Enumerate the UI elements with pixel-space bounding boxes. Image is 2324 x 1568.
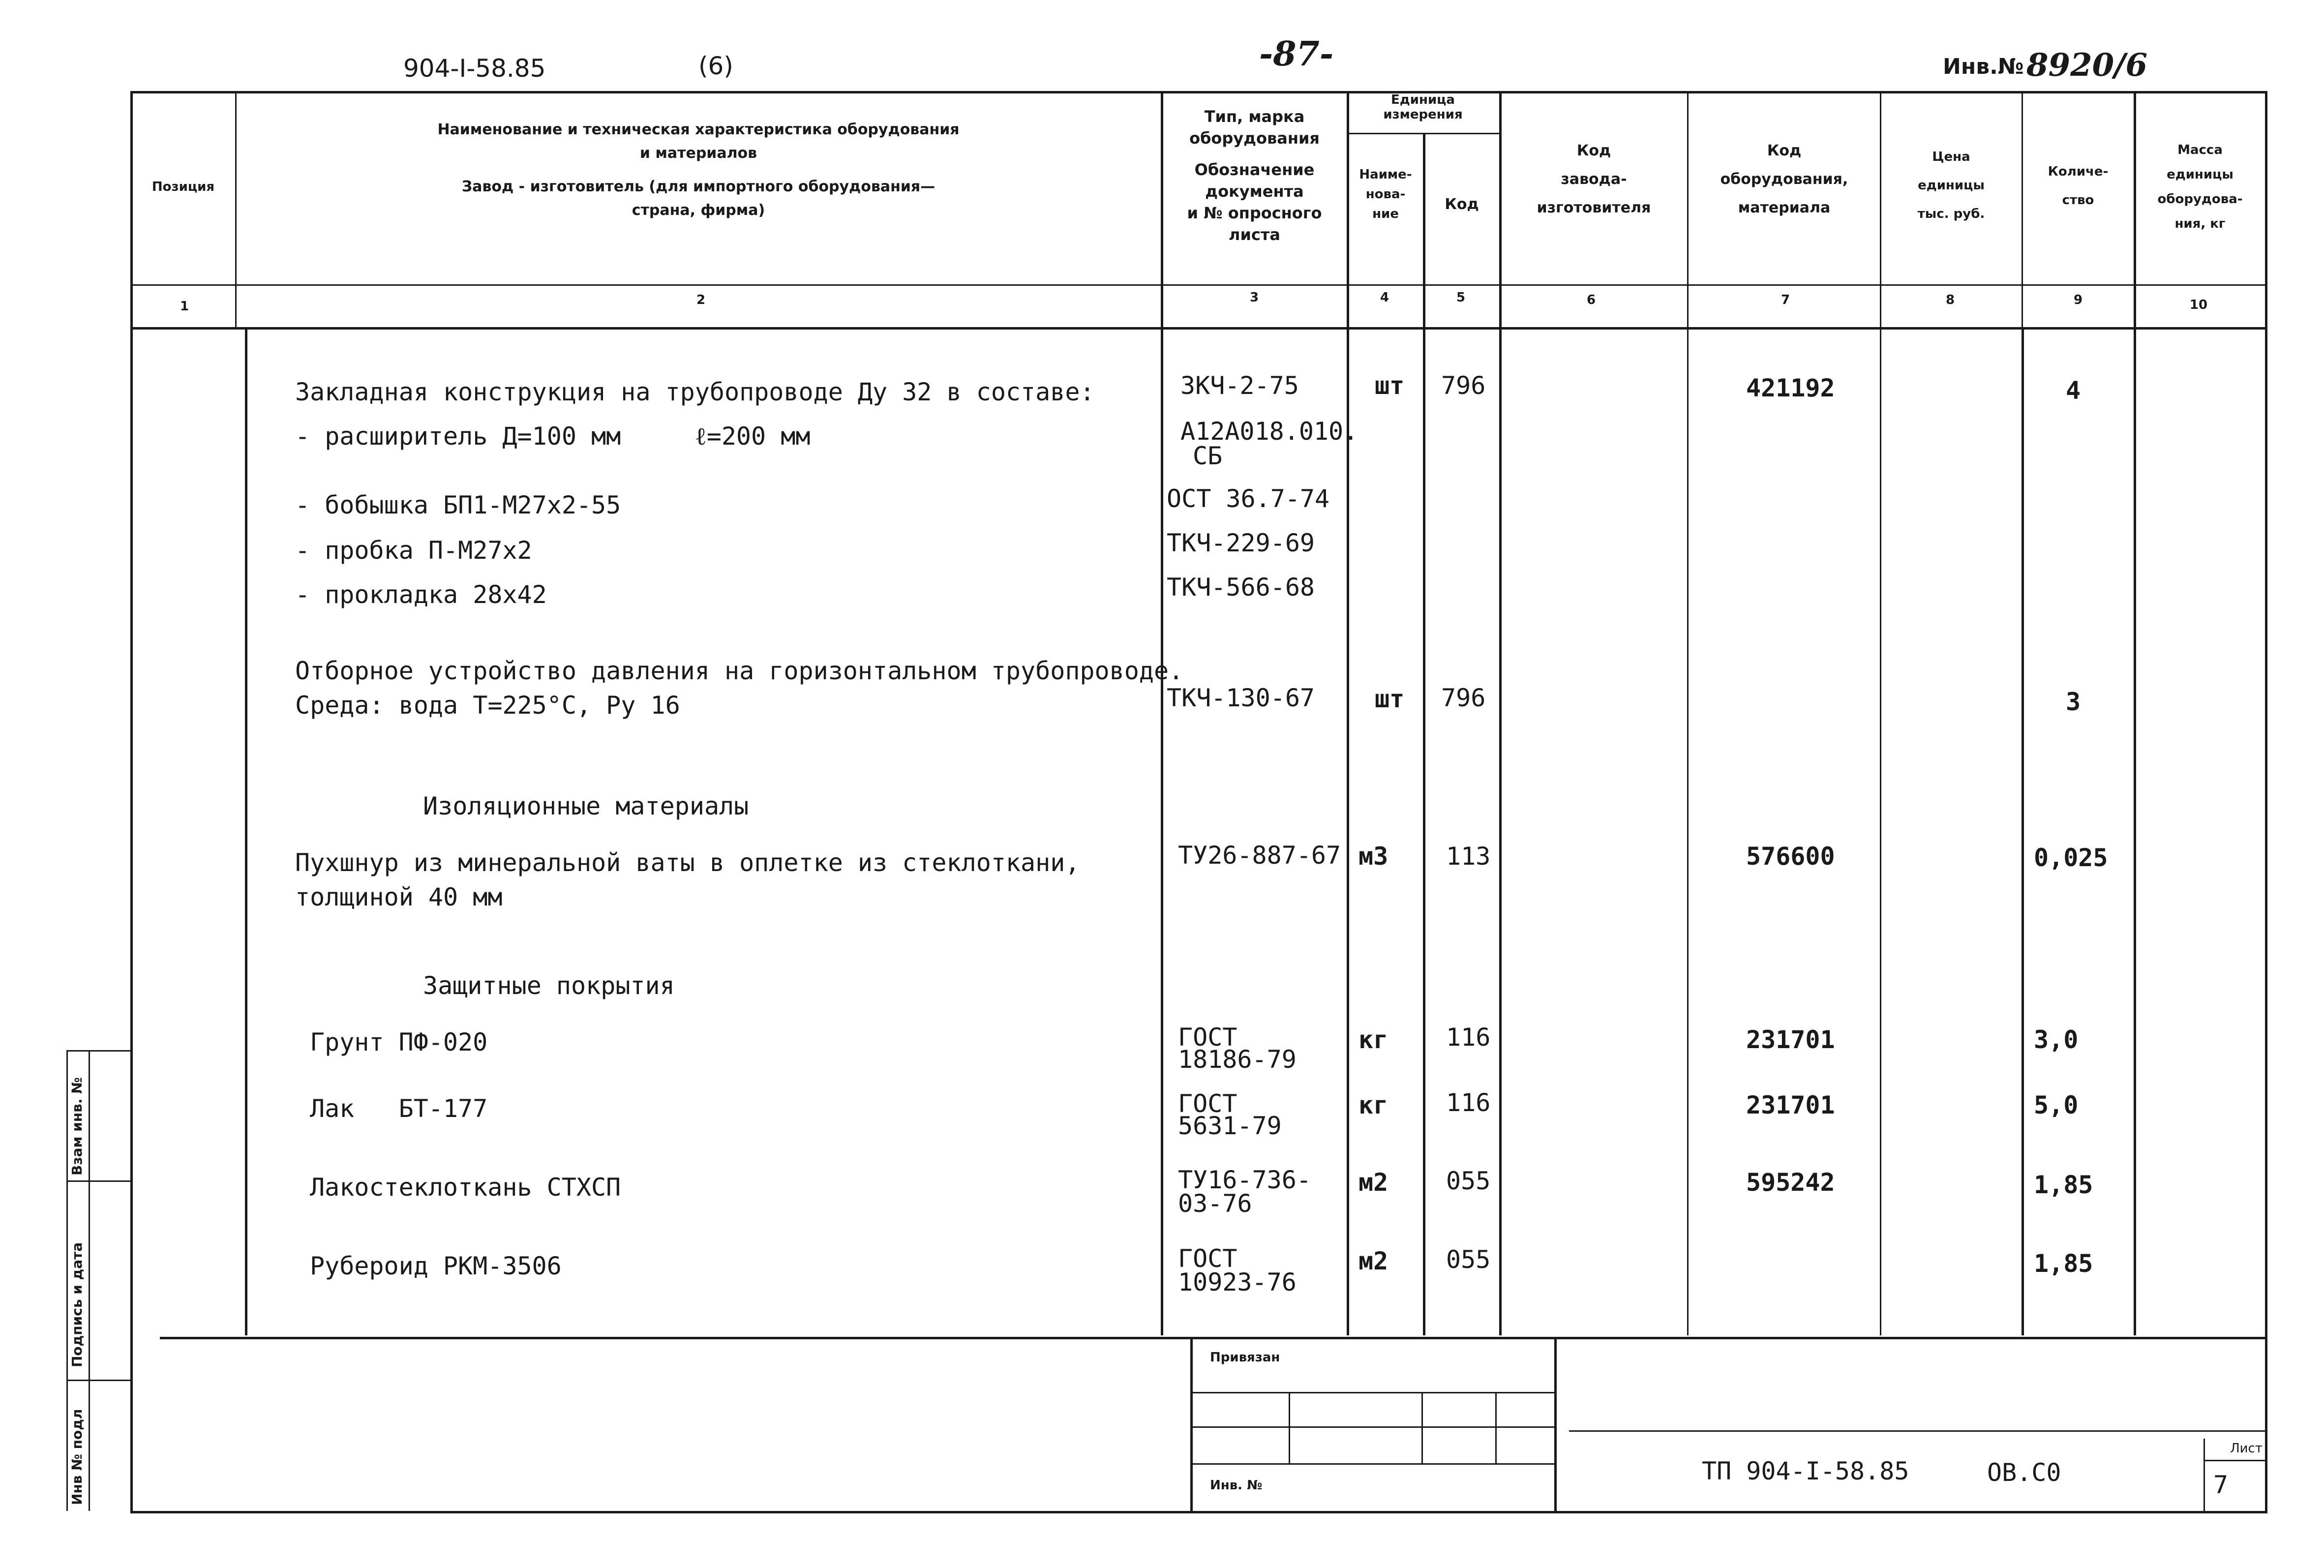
row2-type-b: СБ <box>1193 442 1223 470</box>
row7-unit: м3 <box>1358 842 1388 871</box>
col-divider <box>2022 91 2023 327</box>
row11-code: 055 <box>1446 1245 1491 1274</box>
row10-qty: 1,85 <box>2034 1171 2093 1199</box>
section-coatings: Защитные покрытия <box>423 971 675 1000</box>
column-number: 7 <box>1781 293 1790 307</box>
row10-unit: м2 <box>1358 1168 1388 1197</box>
row10-type-a: ТУ16-736- <box>1178 1166 1311 1194</box>
row11-qty: 1,85 <box>2034 1249 2093 1278</box>
row8-equip: 231701 <box>1746 1025 1835 1054</box>
column-number: 8 <box>1945 293 1955 307</box>
attached-grid <box>1495 1392 1497 1463</box>
row6-qty: 3 <box>2066 688 2081 716</box>
column-number: 2 <box>696 293 706 307</box>
column-number: 3 <box>1249 290 1259 305</box>
attached-grid <box>1190 1392 1554 1393</box>
side-replaced-inv: Взам инв. № <box>69 1077 85 1176</box>
row7-name-b: толщиной 40 мм <box>295 883 503 911</box>
col-divider <box>1880 91 1881 327</box>
page-mark: -87- <box>1259 34 1334 74</box>
side-stamp-border <box>66 1050 68 1511</box>
header-mass: Масса единицы оборудова- ния, кг <box>2157 143 2243 231</box>
row6-type: ТКЧ-130-67 <box>1167 684 1315 712</box>
row9-qty: 5,0 <box>2034 1091 2079 1119</box>
row6-name-a: Отборное устройство давления на горизонтальном трубопроводе. <box>295 657 1184 685</box>
row8-type-b: 18186-79 <box>1178 1045 1297 1074</box>
side-stamp-border <box>66 1180 130 1182</box>
frame-top <box>130 91 2267 93</box>
row10-equip: 595242 <box>1746 1168 1835 1197</box>
column-number: 5 <box>1456 290 1466 305</box>
attached-grid <box>1190 1463 1554 1465</box>
side-stamp-border <box>89 1050 90 1511</box>
header-unit: Единица измерения <box>1383 92 1463 122</box>
row4-name: - пробка П-М27х2 <box>295 536 532 565</box>
name-col-left <box>245 327 247 1335</box>
column-number: 9 <box>2073 293 2083 307</box>
section-code: ОВ.С0 <box>1987 1458 2061 1487</box>
row5-type: ТКЧ-566-68 <box>1167 573 1315 602</box>
frame-bottom <box>130 1511 2267 1513</box>
row7-qty: 0,025 <box>2034 844 2108 872</box>
attached-grid <box>1190 1426 1554 1428</box>
col-divider <box>1423 133 1425 1335</box>
row6-code: 796 <box>1441 684 1486 712</box>
side-inv-original: Инв № подл <box>69 1409 85 1505</box>
doc-code: 904-I-58.85 <box>403 54 546 83</box>
row10-type-b: 03-76 <box>1178 1189 1252 1218</box>
mass-col-left <box>2134 327 2136 1335</box>
col-divider <box>1347 91 1349 1335</box>
sheet-box <box>2203 1460 2265 1461</box>
column-number: 6 <box>1586 293 1596 307</box>
header-bottom <box>130 284 2267 286</box>
frame-right <box>2265 91 2267 1512</box>
header-quantity: Количе- ство <box>2048 164 2109 208</box>
row11-name: Рубероид РКМ-3506 <box>310 1252 562 1280</box>
title-block-line <box>1569 1430 2265 1432</box>
row9-code: 116 <box>1446 1088 1491 1117</box>
row9-type-b: 5631-79 <box>1178 1112 1282 1140</box>
row8-unit: кг <box>1358 1025 1388 1054</box>
row11-type-b: 10923-76 <box>1178 1268 1297 1297</box>
header-unit-code: Код <box>1445 196 1479 213</box>
row10-code: 055 <box>1446 1167 1491 1195</box>
header-manufacturer-code: Код завода- изготовителя <box>1537 142 1651 216</box>
row7-type: ТУ26-887-67 <box>1178 841 1341 870</box>
price-col-left <box>1880 327 1881 1335</box>
col-divider <box>1161 91 1163 1335</box>
row1-equip: 421192 <box>1746 374 1835 402</box>
qty-col-left <box>2022 327 2024 1335</box>
inv-no-label: Инв. № <box>1210 1478 1263 1493</box>
row3-name: - бобышка БП1-М27х2-55 <box>295 491 621 519</box>
attached-grid <box>1289 1392 1290 1463</box>
inv-number: 8920/6 <box>2026 47 2148 84</box>
body-bottom <box>160 1337 2265 1339</box>
column-number-bottom <box>130 327 2267 330</box>
column-number: 10 <box>2189 298 2208 312</box>
header-type: Тип, марка оборудования Обозначение документа и № опросного листа <box>1187 107 1322 244</box>
column-number: 1 <box>180 299 189 314</box>
footer-divider <box>1190 1337 1193 1511</box>
row9-name: Лак БТ-177 <box>310 1094 488 1123</box>
side-signature-date: Подпись и дата <box>69 1242 85 1367</box>
col-divider <box>1499 91 1502 1335</box>
side-stamp-border <box>66 1380 130 1381</box>
row5-name: - прокладка 28х42 <box>295 580 547 609</box>
attached-grid <box>1421 1392 1423 1463</box>
side-stamp-border <box>66 1050 130 1052</box>
row11-type-a: ГОСТ <box>1178 1244 1237 1273</box>
row6-unit: шт <box>1375 685 1405 713</box>
row2-type-a: А12А018.010. <box>1180 417 1358 446</box>
edition: (6) <box>698 52 733 80</box>
frame-left <box>130 91 133 1512</box>
row8-qty: 3,0 <box>2034 1025 2079 1054</box>
header-name: Наименование и техническая характеристика оборудования и материалов Завод - изготовитель (для импортного оборудования— страна, фирма) <box>437 121 960 219</box>
row1-type: ЗКЧ-2-75 <box>1180 371 1299 400</box>
sheet-label: Лист <box>2230 1441 2263 1456</box>
row9-type-a: ГОСТ <box>1178 1089 1237 1118</box>
row9-unit: кг <box>1358 1091 1388 1119</box>
header-position: Позиция <box>151 180 215 194</box>
row3-type: ОСТ 36.7-74 <box>1167 484 1330 513</box>
row9-equip: 231701 <box>1746 1091 1835 1119</box>
header-equipment-code: Код оборудования, материала <box>1720 142 1848 216</box>
row6-name-b: Среда: вода Т=225°С, Ру 16 <box>295 691 680 720</box>
row7-code: 113 <box>1446 842 1491 871</box>
column-number: 4 <box>1380 290 1389 305</box>
row2-name: - расширитель Д=100 мм ℓ=200 мм <box>295 422 811 451</box>
header-price: Цена единицы тыс. руб. <box>1917 150 1985 221</box>
row1-unit: шт <box>1375 371 1405 400</box>
attached-label: Привязан <box>1210 1350 1280 1365</box>
header-unit-name: Наиме- нова- ние <box>1359 167 1412 221</box>
equip-col-left <box>1687 327 1689 1335</box>
row7-name-a: Пухшнур из минеральной ваты в оплетке из стеклоткани, <box>295 848 1080 877</box>
row8-type-a: ГОСТ <box>1178 1023 1237 1052</box>
row1-code: 796 <box>1441 371 1486 400</box>
row7-equip: 576600 <box>1746 842 1835 871</box>
sheet-box <box>2203 1439 2205 1511</box>
col-divider <box>235 91 237 327</box>
sheet-number: 7 <box>2213 1471 2229 1499</box>
row8-code: 116 <box>1446 1023 1491 1052</box>
doc-ref: ТП 904-I-58.85 <box>1702 1457 1909 1485</box>
row1-name: Закладная конструкция на трубопроводе Ду 32 в составе: <box>295 378 1095 406</box>
row8-name: Грунт ПФ-020 <box>310 1028 488 1056</box>
footer-divider <box>1554 1337 1557 1511</box>
row11-unit: м2 <box>1358 1247 1388 1275</box>
section-insulation: Изоляционные материалы <box>423 792 749 820</box>
row10-name: Лакостеклоткань СТХСП <box>310 1173 621 1202</box>
row4-type: ТКЧ-229-69 <box>1167 529 1315 557</box>
row1-qty: 4 <box>2066 376 2081 405</box>
col-divider <box>1687 91 1689 327</box>
inv-label: Инв.№ <box>1943 54 2024 79</box>
